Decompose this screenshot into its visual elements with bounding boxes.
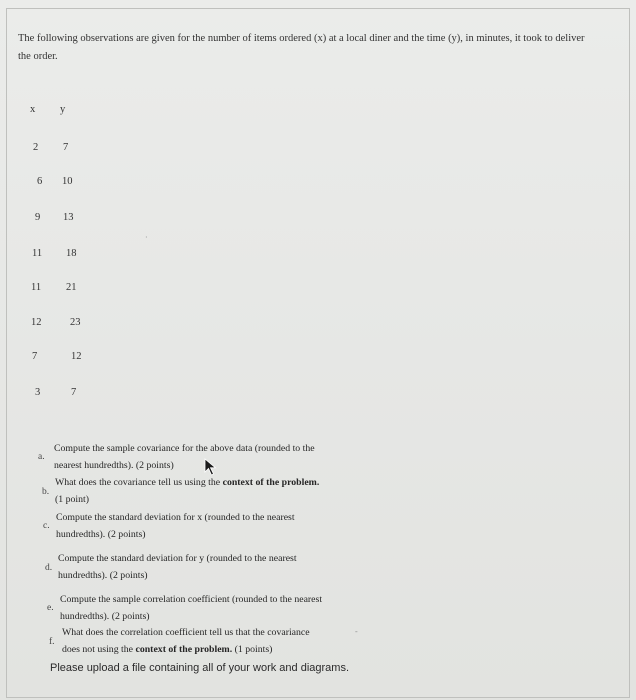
table-cell-x: 3 [35,387,41,398]
table-header-y: y [60,104,66,115]
table-cell-x: 7 [32,351,38,362]
question-text: Compute the sample covariance for the above data (rounded to the [54,443,315,454]
table-cell-x: 12 [31,317,42,328]
table-cell-x: 2 [33,142,39,153]
table-cell-x: 9 [35,212,41,223]
question-text: Compute the sample correlation coefficient (rounded to the nearest [60,594,323,605]
stray-mark-icon: · [145,233,148,242]
stray-mark-icon: - [355,627,358,636]
question-text: does not using the [62,644,136,655]
question-text: (1 points) [232,644,273,655]
question-letter: f. [49,637,55,647]
table-cell-y: 12 [71,351,82,362]
mouse-cursor-icon [204,458,218,476]
table-cell-y: 21 [66,282,77,293]
table-cell-y: 13 [63,212,74,223]
question-text: hundredths). (2 points) [58,570,148,581]
table-cell-x: 11 [32,248,43,259]
question-letter: e. [47,603,54,613]
question-text: What does the covariance tell us using the [55,477,223,488]
question-letter: d. [45,563,53,573]
problem-intro: The following observations are given for the number of items ordered (x) at a local diner and the time (y), in minutes, it took to deliver the order. [18,33,585,62]
question-a [54,440,315,474]
upload-instruction: Please upload a file containing all of your work and diagrams. [50,662,350,674]
question-text: Compute the standard deviation for x (rounded to the nearest [56,512,295,523]
question-text: What does the correlation coefficient tell us that the covariance [62,627,310,638]
question-f [62,624,310,658]
question-text: Compute the standard deviation for y (rounded to the nearest [58,553,297,564]
table-cell-x: 6 [37,176,43,187]
question-emphasis: context of the problem. [222,477,320,488]
question-emphasis: context of the problem. [135,644,233,655]
question-text: (1 point) [55,494,90,505]
table-cell-y: 7 [63,142,69,153]
question-b [55,474,319,508]
table-cell-y: 23 [70,317,81,328]
table-header-x: x [30,104,36,115]
table-cell-y: 7 [71,387,77,398]
question-d [58,550,297,584]
question-e [60,591,322,625]
question-letter: b. [42,487,50,497]
question-c [56,509,295,543]
question-text: nearest hundredths). (2 points) [54,460,174,471]
question-text: hundredths). (2 points) [60,611,150,622]
table-cell-y: 10 [62,176,73,187]
question-letter: a. [38,452,45,462]
table-cell-y: 18 [66,248,77,259]
question-text: hundredths). (2 points) [56,529,146,540]
table-cell-x: 11 [31,282,42,293]
question-letter: c. [43,521,50,531]
